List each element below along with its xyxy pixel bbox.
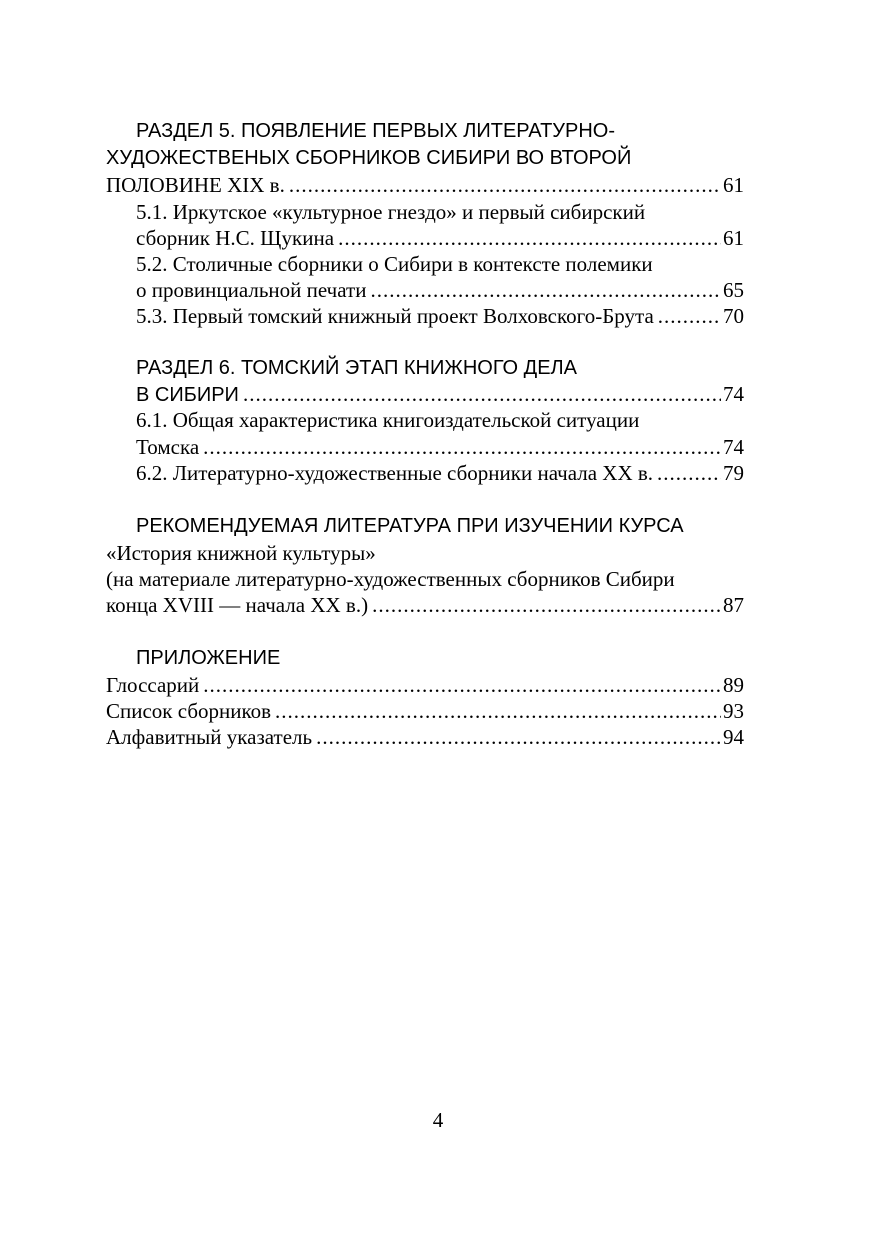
page-ref: 93 [723, 699, 744, 723]
dot-leader [203, 434, 721, 460]
appendix-item-collections[interactable] [106, 698, 744, 724]
section-6-entry[interactable] [136, 381, 744, 408]
page-ref: 87 [723, 593, 744, 617]
page-ref: 74 [723, 382, 744, 406]
dot-leader [316, 724, 721, 750]
page-ref: 65 [723, 278, 744, 302]
subsection-5-3-entry[interactable] [136, 303, 744, 329]
page-ref: 61 [723, 226, 744, 250]
subsection-5-2-entry[interactable] [136, 277, 744, 303]
section-5-title-line-1: РАЗДЕЛ 5. ПОЯВЛЕНИЕ ПЕРВЫХ ЛИТЕРАТУРНО- [136, 120, 615, 142]
subsection-6-2-entry[interactable] [136, 460, 744, 486]
appendix-item-label: Алфавитный указатель [106, 725, 313, 749]
appendix-item-label: Глоссарий [106, 673, 200, 697]
dot-leader [372, 592, 721, 618]
section-5-title-line-3: ПОЛОВИНЕ XIX в. [106, 173, 285, 197]
subsection-5-2-line-1: 5.2. Столичные сборники о Сибири в контексте полемики [136, 252, 653, 276]
page-ref: 70 [723, 304, 744, 328]
subsection-5-1-line-1: 5.1. Иркутское «культурное гнездо» и первый сибирский [136, 200, 646, 224]
appendix-title: ПРИЛОЖЕНИЕ [136, 647, 281, 669]
page-ref: 94 [723, 725, 744, 749]
dot-leader [203, 672, 721, 698]
subsection-6-1-entry[interactable] [136, 434, 744, 460]
dot-leader [338, 225, 721, 251]
dot-leader [370, 277, 721, 303]
subsection-6-1-line-1: 6.1. Общая характеристика книгоиздательской ситуации [136, 408, 640, 432]
recommended-title-line-1: РЕКОМЕНДУЕМАЯ ЛИТЕРАТУРА ПРИ ИЗУЧЕНИИ КУРСА [136, 515, 684, 537]
section-5-entry[interactable] [106, 172, 744, 198]
page-ref: 74 [723, 435, 744, 459]
page-ref: 89 [723, 673, 744, 697]
recommended-title-line-3: (на материале литературно-художественных сборников Сибири [106, 567, 675, 591]
dot-leader [657, 460, 721, 486]
dot-leader [289, 172, 721, 198]
recommended-title-line-4: конца XVIII — начала XX в.) [106, 593, 369, 617]
dot-leader [275, 698, 721, 724]
appendix-item-label: Список сборников [106, 699, 272, 723]
dot-leader [658, 303, 721, 329]
appendix-item-index[interactable] [106, 724, 744, 750]
subsection-5-1-entry[interactable] [136, 225, 744, 251]
subsection-5-1-line-2: сборник Н.С. Щукина [136, 226, 335, 250]
recommended-entry[interactable] [106, 592, 744, 618]
page-number: 4 [432, 1108, 444, 1132]
page-ref: 79 [723, 461, 744, 485]
page-ref: 61 [723, 173, 744, 197]
section-5-title-line-2: ХУДОЖЕСТВЕНЫХ СБОРНИКОВ СИБИРИ ВО ВТОРОЙ [106, 147, 632, 169]
subsection-5-3-title: 5.3. Первый томский книжный проект Волховского-Брута [136, 304, 654, 328]
subsection-6-2-title: 6.2. Литературно-художественные сборники начала XX в. [136, 461, 654, 485]
appendix-item-glossary[interactable] [106, 672, 744, 698]
recommended-title-line-2: «История книжной культуры» [106, 541, 376, 565]
subsection-5-2-line-2: о провинциальной печати [136, 278, 367, 302]
section-6-title-line-2: В СИБИРИ [136, 384, 239, 406]
section-6-title-line-1: РАЗДЕЛ 6. ТОМСКИЙ ЭТАП КНИЖНОГО ДЕЛА [136, 357, 578, 379]
dot-leader [243, 381, 721, 407]
subsection-6-1-line-2: Томска [136, 435, 200, 459]
